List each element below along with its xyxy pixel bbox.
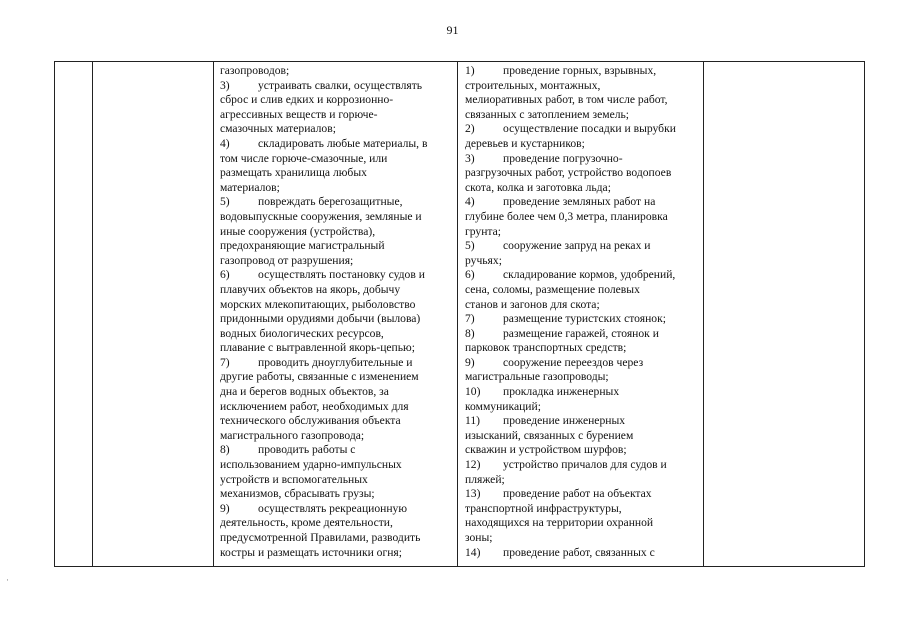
item-number: 8) <box>220 443 230 457</box>
text-line: парковок транспортных средств; <box>465 341 627 355</box>
text-line: использованием ударно-импульсных <box>220 458 402 472</box>
item-first-line <box>220 195 448 210</box>
item-first-line <box>220 443 448 458</box>
item-text: устраивать свалки, осуществлять <box>258 78 423 92</box>
text-line: размещать хранилища любых <box>220 166 367 180</box>
permitted-work-item <box>465 458 701 487</box>
item-text: устройство причалов для судов и <box>503 458 667 472</box>
permitted-work-item <box>465 195 701 239</box>
text-line: другие работы, связанные с изменением <box>220 370 419 384</box>
text-line: находящихся на территории охранной <box>465 516 654 530</box>
text-line: том числе горюче-смазочные, или <box>220 151 388 165</box>
text-line: грунта; <box>465 224 501 238</box>
text-line: костры и размещать источники огня; <box>220 545 402 559</box>
item-number: 7) <box>465 312 475 326</box>
text-line: газопроводов; <box>220 64 290 77</box>
item-text: проведение земляных работ на <box>503 195 656 209</box>
item-text: осуществлять рекреационную <box>258 501 408 515</box>
item-text: прокладка инженерных <box>503 385 620 399</box>
text-line: деревьев и кустарников; <box>465 136 585 150</box>
item-text: складирование кормов, удобрений, <box>503 268 676 282</box>
column-divider <box>457 62 458 566</box>
margin-mark: · <box>6 575 9 585</box>
item-first-line <box>465 64 701 79</box>
text-line: разгрузочных работ, устройство водопоев <box>465 166 672 180</box>
item-number: 7) <box>220 355 230 369</box>
text-line: водовыпускные сооружения, земляные и <box>220 209 422 223</box>
text-line: плавучих объектов на якорь, добычу <box>220 282 401 296</box>
item-first-line <box>465 356 701 371</box>
item-text: размещение туристских стоянок; <box>503 312 666 326</box>
item-first-line <box>220 502 448 517</box>
text-line: предохраняющие магистральный <box>220 239 385 253</box>
text-line: морских млекопитающих, рыболовство <box>220 297 416 311</box>
item-first-line <box>465 268 701 283</box>
text-line: изысканий, связанных с бурением <box>465 428 634 442</box>
item-text: проведение горных, взрывных, <box>503 64 657 77</box>
item-text: сооружение запруд на реках и <box>503 239 651 253</box>
item-first-line <box>465 385 701 400</box>
permitted-work-item <box>465 385 701 414</box>
text-line: смазочных материалов; <box>220 122 336 136</box>
document-table <box>54 61 865 567</box>
text-line: ручьях; <box>465 253 502 267</box>
item-number: 3) <box>220 78 230 92</box>
item-text: размещение гаражей, стоянок и <box>503 326 659 340</box>
permitted-work-item <box>465 312 701 327</box>
prohibition-item <box>220 443 448 501</box>
permitted-work-item <box>465 239 701 268</box>
item-first-line <box>465 122 701 137</box>
item-text: проводить работы с <box>258 443 356 457</box>
text-line: глубине более чем 0,3 метра, планировка <box>465 209 668 223</box>
text-line: технического обслуживания объекта <box>220 414 401 428</box>
permitted-work-item <box>465 152 701 196</box>
prohibition-item <box>220 64 448 79</box>
item-first-line <box>465 458 701 473</box>
item-number: 2) <box>465 122 475 136</box>
item-first-line <box>465 487 701 502</box>
item-text: проводить дноуглубительные и <box>258 355 413 369</box>
item-first-line <box>465 152 701 167</box>
text-line: сена, соломы, размещение полевых <box>465 282 640 296</box>
prohibition-item <box>220 195 448 268</box>
text-line: плавание с вытравленной якорь-цепью; <box>220 341 415 355</box>
prohibition-item <box>220 356 448 444</box>
text-line: мелиоративных работ, в том числе работ, <box>465 93 668 107</box>
text-line: магистральные газопроводы; <box>465 370 609 384</box>
text-line: водных биологических ресурсов, <box>220 326 384 340</box>
item-first-line <box>465 239 701 254</box>
text-line: скота, колка и заготовка льда; <box>465 180 611 194</box>
text-line: механизмов, сбрасывать грузы; <box>220 487 375 501</box>
item-first-line <box>465 195 701 210</box>
text-line: сброс и слив едких и коррозионно- <box>220 93 394 107</box>
text-line: предусмотренной Правилами, разводить <box>220 531 421 544</box>
text-line: станов и загонов для скота; <box>465 297 600 311</box>
text-line: скважин и устройством шурфов; <box>465 443 627 457</box>
item-number: 8) <box>465 326 475 340</box>
prohibition-item <box>220 137 448 195</box>
permitted-work-item <box>465 356 701 385</box>
item-number: 1) <box>465 64 475 77</box>
column-divider <box>92 62 93 566</box>
item-number: 4) <box>220 136 230 150</box>
text-line: пляжей; <box>465 472 505 486</box>
text-line: материалов; <box>220 180 280 194</box>
permitted-work-item <box>465 546 701 561</box>
item-number: 9) <box>465 355 475 369</box>
item-number: 3) <box>465 151 475 165</box>
text-line: деятельность, кроме деятельности, <box>220 516 393 530</box>
item-text: проведение работ на объектах <box>503 487 652 501</box>
item-number: 5) <box>220 195 230 209</box>
item-first-line <box>220 137 448 152</box>
item-text: сооружение переездов через <box>503 355 644 369</box>
item-text: осуществлять постановку судов и <box>258 268 425 282</box>
text-line: магистрального газопровода; <box>220 428 365 442</box>
item-first-line <box>465 546 701 561</box>
text-line: иные сооружения (устройства), <box>220 224 376 238</box>
permitted-work-item <box>465 327 701 356</box>
text-line: коммуникаций; <box>465 399 541 413</box>
item-text: проведение работ, связанных с <box>503 545 655 559</box>
text-line: транспортной инфраструктуры, <box>465 501 622 515</box>
permitted-work-item <box>465 268 701 312</box>
prohibition-item <box>220 502 448 560</box>
text-line: газопровод от разрушения; <box>220 253 354 267</box>
item-first-line <box>220 268 448 283</box>
item-number: 9) <box>220 501 230 515</box>
text-line: устройств и вспомогательных <box>220 472 368 486</box>
permitted-work-item <box>465 122 701 151</box>
text-line: связанных с затоплением земель; <box>465 107 630 121</box>
item-text: проведение инженерных <box>503 414 626 428</box>
item-text: повреждать берегозащитные, <box>258 195 403 209</box>
text-line: агрессивных веществ и горюче- <box>220 107 378 121</box>
text-line: исключением работ, необходимых для <box>220 399 409 413</box>
permitted-works-column <box>465 64 701 560</box>
permitted-work-item <box>465 414 701 458</box>
text-line: дна и берегов водных объектов, за <box>220 385 389 399</box>
prohibitions-column <box>220 64 448 560</box>
item-first-line <box>465 327 701 342</box>
item-number: 14) <box>465 545 481 559</box>
item-text: проведение погрузочно- <box>503 151 623 165</box>
text-line: придонными орудиями добычи (вылова) <box>220 312 421 326</box>
permitted-work-item <box>465 64 701 122</box>
prohibition-item <box>220 79 448 137</box>
item-number: 10) <box>465 385 481 399</box>
item-first-line <box>465 414 701 429</box>
text-line: зоны; <box>465 531 493 544</box>
item-first-line <box>220 79 448 94</box>
column-divider <box>213 62 214 566</box>
text-line: строительных, монтажных, <box>465 78 601 92</box>
item-number: 11) <box>465 414 481 428</box>
item-number: 12) <box>465 458 481 472</box>
item-first-line <box>220 356 448 371</box>
item-number: 13) <box>465 487 481 501</box>
item-text: осуществление посадки и вырубки <box>503 122 676 136</box>
prohibition-item <box>220 268 448 356</box>
item-text: складировать любые материалы, в <box>258 136 428 150</box>
column-divider <box>703 62 704 566</box>
item-first-line <box>465 312 701 327</box>
item-number: 6) <box>220 268 230 282</box>
page-number: 91 <box>446 23 459 37</box>
item-number: 5) <box>465 239 475 253</box>
permitted-work-item <box>465 487 701 545</box>
item-number: 4) <box>465 195 475 209</box>
item-number: 6) <box>465 268 475 282</box>
